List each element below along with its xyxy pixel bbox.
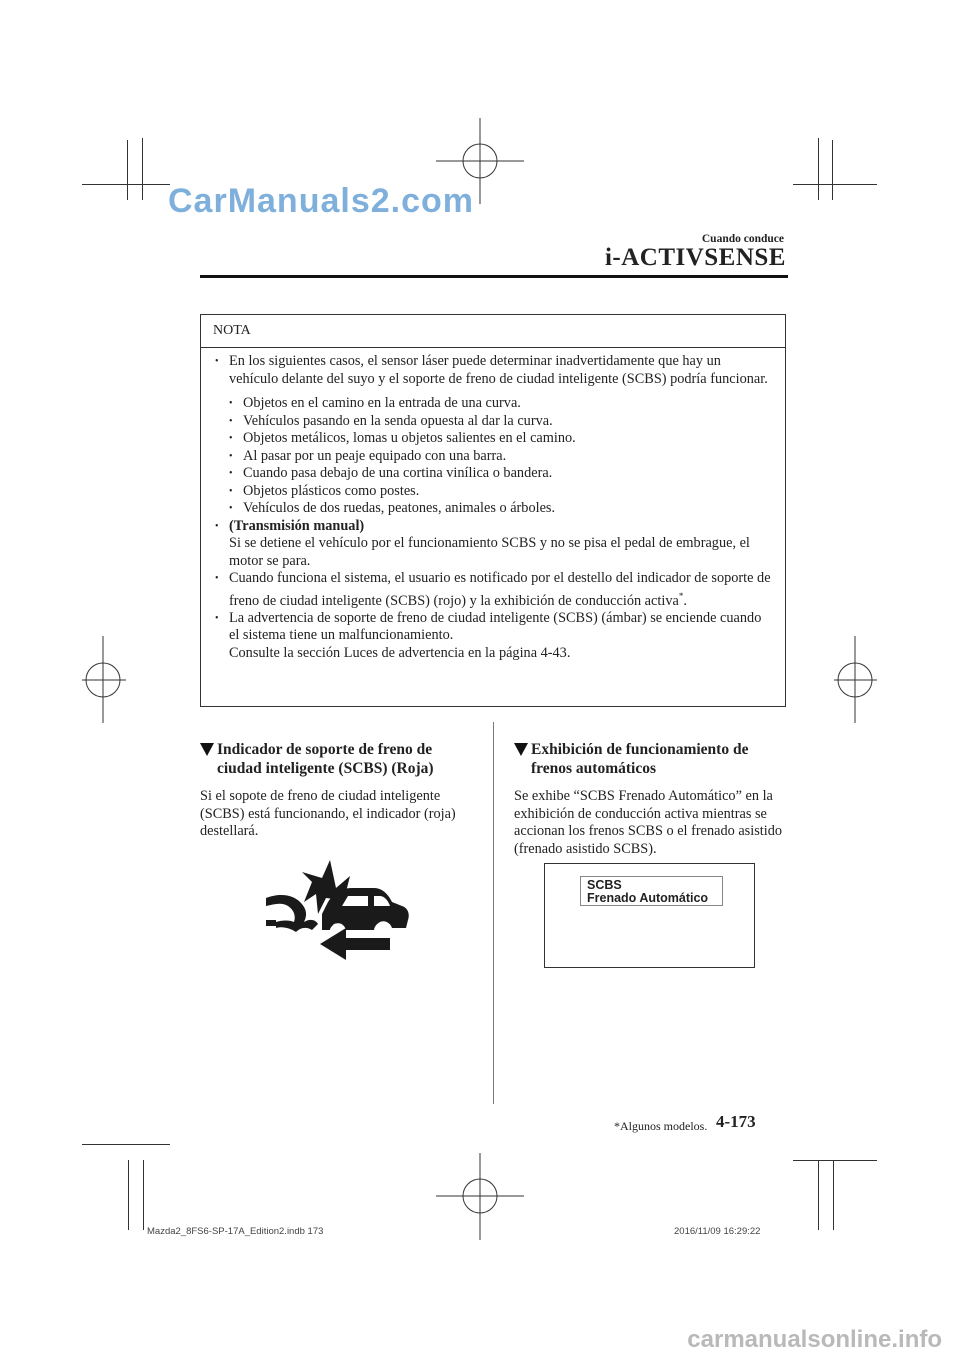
print-date: 2016/11/09 16:29:22	[674, 1226, 761, 1237]
note-bullet: • En los siguientes casos, el sensor láser puede determinar inadvertidamente que hay un vehículo delante del suyo y el soporte de freno de ciudad inteligente (SCBS) podría funcionar.	[213, 353, 771, 388]
heading-line: Indicador de soporte de freno de	[217, 741, 433, 758]
column-divider	[493, 722, 494, 1104]
header-rule	[200, 275, 788, 278]
heading-line: frenos automáticos	[531, 760, 656, 777]
left-section-heading	[200, 740, 485, 778]
right-section-heading	[514, 740, 794, 778]
page-number: 4-173	[716, 1112, 756, 1131]
note-box	[200, 314, 786, 707]
heading-line: Exhibición de funcionamiento de	[531, 741, 749, 758]
note-body	[213, 353, 771, 662]
display-line: SCBS	[587, 878, 622, 892]
heading-line: ciudad inteligente (SCBS) (Roja)	[217, 760, 434, 777]
note-divider	[201, 347, 785, 348]
watermark: CarManuals2.com	[168, 182, 474, 220]
note-sub-item: • Objetos metálicos, lomas u objetos salientes en el camino.	[213, 430, 771, 448]
footnote: *Algunos modelos.	[614, 1119, 708, 1133]
display-line: Frenado Automático	[587, 891, 709, 905]
print-file-info: Mazda2_8FS6-SP-17A_Edition2.indb 173	[147, 1226, 324, 1237]
note-sub-item: • Cuando pasa debajo de una cortina vinílica o bandera.	[213, 465, 771, 483]
display-message	[580, 876, 723, 906]
note-bullet	[213, 518, 771, 571]
footnote-marker: *	[678, 590, 684, 601]
note-sub-item: • Vehículos de dos ruedas, peatones, animales o árboles.	[213, 500, 771, 518]
note-bullet	[213, 610, 771, 663]
note-bullet-text: Si se detiene el vehículo por el funcionamiento SCBS y no se pisa el pedal de embrague, el motor se para.	[229, 535, 750, 569]
note-bullet-text: • La advertencia de soporte de freno de ciudad inteligente (SCBS) (ámbar) se enciende cuando el sistema tiene un malfuncionamiento.	[229, 609, 762, 644]
note-bullet	[213, 570, 771, 610]
active-driving-display	[544, 863, 755, 968]
note-sub-item: • Objetos en el camino en la entrada de una curva.	[213, 395, 771, 413]
note-bullet-text: Cuando funciona el sistema, el usuario es notificado por el destello del indicador de soporte de freno de ciudad inteligente (SCBS) (rojo) y la exhibición de conducción activa	[229, 570, 771, 609]
chapter-title: i-ACTIVSENSE	[604, 244, 786, 271]
note-sub-item: • Al pasar por un peaje equipado con una barra.	[213, 448, 771, 466]
note-sub-item: • Vehículos pasando en la senda opuesta al dar la curva.	[213, 413, 771, 431]
section-header: Cuando conduce	[701, 233, 784, 245]
left-section-body: Si el sopote de freno de ciudad inteligente (SCBS) está funcionando, el indicador (roja) destellará.	[200, 788, 456, 839]
note-title: NOTA	[213, 323, 251, 338]
note-bullet-heading: • (Transmisión manual)	[229, 517, 365, 534]
note-sub-list	[213, 395, 771, 518]
section-triangle-icon	[200, 743, 214, 756]
site-watermark: carmanualsonline.info	[687, 1326, 942, 1353]
note-cross-reference: Consulte la sección Luces de advertencia en la página 4-43.	[229, 644, 571, 661]
note-sub-item: • Objetos plásticos como postes.	[213, 483, 771, 501]
scbs-indicator-icon	[262, 858, 412, 968]
note-bullet-end: .	[683, 592, 687, 609]
right-section-body: Se exhibe “SCBS Frenado Automático” en la exhibición de conducción activa mientras se accionan los frenos SCBS o el frenado asistido (frenado asistido SCBS).	[514, 788, 783, 857]
section-triangle-icon	[514, 743, 528, 756]
